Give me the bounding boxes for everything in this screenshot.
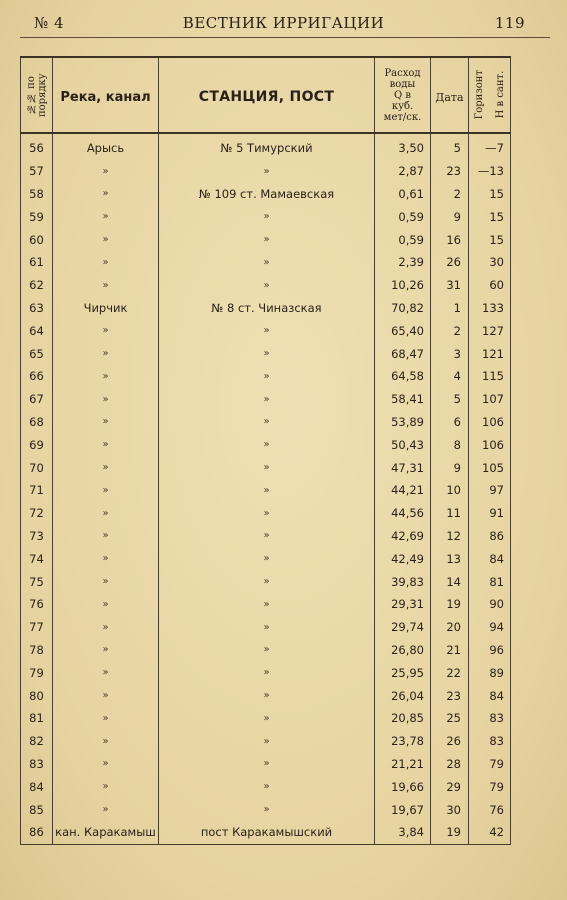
table-row (21, 593, 511, 616)
row-station: » (159, 525, 375, 548)
col-header-no-label: №№ по порядку (25, 73, 48, 117)
row-station: » (159, 342, 375, 365)
row-station: » (159, 661, 375, 684)
col-header-station-label: СТАНЦИЯ, ПОСТ (198, 88, 335, 105)
row-level: 15 (469, 183, 511, 206)
table-row (21, 775, 511, 798)
row-level: 97 (469, 479, 511, 502)
row-number: 58 (21, 183, 53, 206)
col-header-river-label: Река, канал (60, 89, 151, 105)
row-number: 65 (21, 342, 53, 365)
row-flow: 29,31 (375, 593, 431, 616)
table-row (21, 411, 511, 434)
row-level: 76 (469, 798, 511, 821)
row-river: » (53, 183, 159, 206)
row-station: » (159, 319, 375, 342)
row-station: » (159, 753, 375, 776)
row-level: 107 (469, 388, 511, 411)
measurements-table (20, 56, 511, 845)
row-date: 19 (431, 593, 469, 616)
row-number: 62 (21, 274, 53, 297)
row-date: 5 (431, 388, 469, 411)
row-river: » (53, 661, 159, 684)
table-row (21, 616, 511, 639)
row-number: 84 (21, 775, 53, 798)
row-date: 25 (431, 707, 469, 730)
row-station: » (159, 798, 375, 821)
row-flow: 19,66 (375, 775, 431, 798)
row-level: 79 (469, 753, 511, 776)
row-date: 31 (431, 274, 469, 297)
row-level: 86 (469, 525, 511, 548)
row-date: 8 (431, 433, 469, 456)
row-station: » (159, 775, 375, 798)
row-flow: 64,58 (375, 365, 431, 388)
row-level: 96 (469, 639, 511, 662)
row-flow: 26,04 (375, 684, 431, 707)
row-river: » (53, 342, 159, 365)
row-flow: 70,82 (375, 297, 431, 320)
row-number: 63 (21, 297, 53, 320)
row-river: » (53, 274, 159, 297)
row-number: 70 (21, 456, 53, 479)
row-river: » (53, 160, 159, 183)
row-flow: 19,67 (375, 798, 431, 821)
row-level: 127 (469, 319, 511, 342)
table-row (21, 160, 511, 183)
row-station: » (159, 730, 375, 753)
row-level: 42 (469, 821, 511, 844)
row-date: 29 (431, 775, 469, 798)
row-flow: 26,80 (375, 639, 431, 662)
row-date: 10 (431, 479, 469, 502)
row-level: 60 (469, 274, 511, 297)
row-level: 106 (469, 411, 511, 434)
table-row (21, 798, 511, 821)
row-number: 60 (21, 228, 53, 251)
row-station: » (159, 433, 375, 456)
table-row (21, 707, 511, 730)
table-row (21, 570, 511, 593)
row-river: » (53, 525, 159, 548)
row-river: » (53, 365, 159, 388)
row-date: 22 (431, 661, 469, 684)
row-date: 26 (431, 730, 469, 753)
table-row (21, 388, 511, 411)
row-level: 106 (469, 433, 511, 456)
row-number: 56 (21, 137, 53, 160)
table-row (21, 183, 511, 206)
row-flow: 2,87 (375, 160, 431, 183)
row-number: 57 (21, 160, 53, 183)
row-level: —7 (469, 137, 511, 160)
level-line-2: Н в сант. (494, 71, 506, 119)
row-number: 68 (21, 411, 53, 434)
header-rule (20, 37, 550, 38)
row-station: » (159, 502, 375, 525)
row-level: 90 (469, 593, 511, 616)
row-level: 83 (469, 730, 511, 753)
row-date: 2 (431, 183, 469, 206)
row-flow: 58,41 (375, 388, 431, 411)
row-level: —13 (469, 160, 511, 183)
row-date: 28 (431, 753, 469, 776)
row-river: » (53, 228, 159, 251)
row-river: » (53, 730, 159, 753)
col-header-flow (375, 57, 431, 133)
row-number: 77 (21, 616, 53, 639)
row-date: 14 (431, 570, 469, 593)
row-station: » (159, 593, 375, 616)
row-station: » (159, 228, 375, 251)
row-number: 64 (21, 319, 53, 342)
row-station: » (159, 388, 375, 411)
row-level: 133 (469, 297, 511, 320)
flow-line-3: Q в (393, 89, 411, 101)
row-station: » (159, 684, 375, 707)
row-level: 81 (469, 570, 511, 593)
row-level: 30 (469, 251, 511, 274)
row-level: 89 (469, 661, 511, 684)
row-station: » (159, 616, 375, 639)
row-river: » (53, 479, 159, 502)
table-row (21, 753, 511, 776)
row-flow: 0,59 (375, 205, 431, 228)
row-flow: 44,56 (375, 502, 431, 525)
row-number: 79 (21, 661, 53, 684)
row-station: » (159, 570, 375, 593)
row-number: 82 (21, 730, 53, 753)
row-level: 15 (469, 228, 511, 251)
measurements-table-container (20, 56, 510, 848)
row-flow: 0,61 (375, 183, 431, 206)
row-date: 9 (431, 456, 469, 479)
row-river: » (53, 251, 159, 274)
row-station: » (159, 639, 375, 662)
flow-line-4: куб. (391, 100, 414, 112)
row-station: № 5 Тимурский (159, 137, 375, 160)
row-station: пост Каракамышский (159, 821, 375, 844)
row-flow: 39,83 (375, 570, 431, 593)
row-river: » (53, 205, 159, 228)
level-line-1: Горизонт (473, 70, 485, 120)
table-row (21, 251, 511, 274)
row-river: » (53, 593, 159, 616)
table-row (21, 730, 511, 753)
row-number: 66 (21, 365, 53, 388)
col-header-no (21, 57, 53, 133)
row-number: 67 (21, 388, 53, 411)
table-row (21, 228, 511, 251)
row-level: 94 (469, 616, 511, 639)
row-date: 16 (431, 228, 469, 251)
row-flow: 23,78 (375, 730, 431, 753)
issue-number: № 4 (34, 14, 65, 32)
row-station: » (159, 365, 375, 388)
table-row (21, 821, 511, 844)
row-station: » (159, 160, 375, 183)
row-number: 83 (21, 753, 53, 776)
row-flow: 65,40 (375, 319, 431, 342)
row-flow: 47,31 (375, 456, 431, 479)
row-date: 20 (431, 616, 469, 639)
row-river: » (53, 319, 159, 342)
row-number: 76 (21, 593, 53, 616)
row-date: 9 (431, 205, 469, 228)
row-river: » (53, 639, 159, 662)
row-number: 74 (21, 547, 53, 570)
row-flow: 21,21 (375, 753, 431, 776)
row-station: » (159, 411, 375, 434)
row-number: 61 (21, 251, 53, 274)
table-row (21, 684, 511, 707)
row-river: » (53, 502, 159, 525)
table-row (21, 456, 511, 479)
row-station: » (159, 547, 375, 570)
row-number: 75 (21, 570, 53, 593)
table-row (21, 639, 511, 662)
flow-line-2: воды (389, 78, 416, 90)
row-number: 71 (21, 479, 53, 502)
row-river: » (53, 684, 159, 707)
row-level: 105 (469, 456, 511, 479)
row-station: » (159, 205, 375, 228)
table-row (21, 547, 511, 570)
col-header-level-label (469, 70, 510, 119)
row-station: № 8 ст. Чиназская (159, 297, 375, 320)
page-number: 119 (494, 14, 525, 32)
row-date: 30 (431, 798, 469, 821)
row-number: 69 (21, 433, 53, 456)
table-row (21, 274, 511, 297)
row-number: 80 (21, 684, 53, 707)
row-number: 59 (21, 205, 53, 228)
row-level: 84 (469, 547, 511, 570)
row-number: 85 (21, 798, 53, 821)
row-flow: 25,95 (375, 661, 431, 684)
row-flow: 44,21 (375, 479, 431, 502)
row-station: » (159, 251, 375, 274)
table-row (21, 205, 511, 228)
row-river: » (53, 388, 159, 411)
row-date: 11 (431, 502, 469, 525)
row-number: 81 (21, 707, 53, 730)
row-river: » (53, 616, 159, 639)
table-body (21, 133, 511, 844)
row-flow: 29,74 (375, 616, 431, 639)
col-header-flow-label (375, 68, 430, 123)
row-flow: 20,85 (375, 707, 431, 730)
row-number: 72 (21, 502, 53, 525)
row-number: 86 (21, 821, 53, 844)
row-flow: 2,39 (375, 251, 431, 274)
row-river: Арысь (53, 137, 159, 160)
table-row (21, 479, 511, 502)
col-header-date (431, 57, 469, 133)
row-river: кан. Каракамыш (53, 821, 159, 844)
row-flow: 0,59 (375, 228, 431, 251)
row-date: 19 (431, 821, 469, 844)
row-river: » (53, 456, 159, 479)
flow-line-1: Расход (384, 67, 421, 79)
row-level: 121 (469, 342, 511, 365)
row-date: 2 (431, 319, 469, 342)
row-level: 84 (469, 684, 511, 707)
row-date: 1 (431, 297, 469, 320)
row-river: » (53, 798, 159, 821)
row-date: 3 (431, 342, 469, 365)
table-row (21, 297, 511, 320)
row-date: 21 (431, 639, 469, 662)
table-row (21, 342, 511, 365)
table-row (21, 365, 511, 388)
col-header-station (159, 57, 375, 133)
table-row (21, 661, 511, 684)
row-flow: 3,50 (375, 137, 431, 160)
row-flow: 3,84 (375, 821, 431, 844)
row-river: » (53, 547, 159, 570)
row-flow: 53,89 (375, 411, 431, 434)
row-number: 73 (21, 525, 53, 548)
row-station: » (159, 479, 375, 502)
row-date: 5 (431, 137, 469, 160)
row-number: 78 (21, 639, 53, 662)
col-header-date-label: Дата (435, 90, 464, 104)
row-flow: 10,26 (375, 274, 431, 297)
row-flow: 42,69 (375, 525, 431, 548)
row-station: » (159, 707, 375, 730)
row-date: 23 (431, 684, 469, 707)
row-level: 91 (469, 502, 511, 525)
row-river: » (53, 753, 159, 776)
row-date: 4 (431, 365, 469, 388)
table-row (21, 319, 511, 342)
row-date: 6 (431, 411, 469, 434)
row-river: » (53, 433, 159, 456)
row-river: » (53, 707, 159, 730)
row-station: » (159, 456, 375, 479)
table-row (21, 137, 511, 160)
row-flow: 50,43 (375, 433, 431, 456)
col-header-river (53, 57, 159, 133)
row-flow: 68,47 (375, 342, 431, 365)
row-station: » (159, 274, 375, 297)
running-head (0, 14, 567, 36)
row-river: » (53, 570, 159, 593)
row-level: 79 (469, 775, 511, 798)
row-flow: 42,49 (375, 547, 431, 570)
col-header-level (469, 57, 511, 133)
row-station: № 109 ст. Мамаевская (159, 183, 375, 206)
row-date: 12 (431, 525, 469, 548)
row-level: 115 (469, 365, 511, 388)
row-level: 83 (469, 707, 511, 730)
row-river: Чирчик (53, 297, 159, 320)
row-date: 26 (431, 251, 469, 274)
table-row (21, 502, 511, 525)
row-date: 23 (431, 160, 469, 183)
table-row (21, 433, 511, 456)
row-date: 13 (431, 547, 469, 570)
row-river: » (53, 775, 159, 798)
table-row (21, 525, 511, 548)
row-river: » (53, 411, 159, 434)
flow-line-5: мет/ск. (383, 111, 422, 123)
row-level: 15 (469, 205, 511, 228)
journal-title: ВЕСТНИК ИРРИГАЦИИ (182, 14, 385, 32)
table-header-row (21, 57, 511, 133)
